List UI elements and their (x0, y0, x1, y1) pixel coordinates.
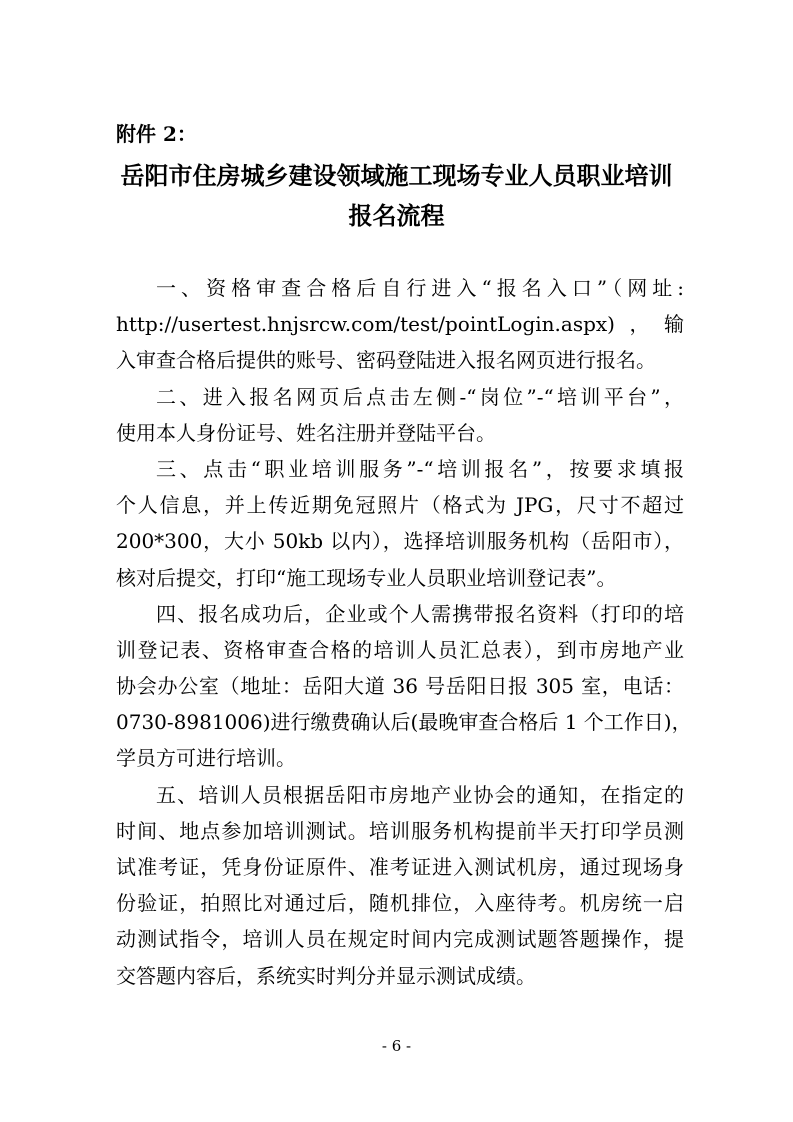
text-line: 学员方可进行培训。 (116, 746, 296, 771)
attachment-label: 附件 2： (116, 122, 197, 146)
text-line: 0730-8981006)进行缴费确认后(最晚审查合格后 1 个工作日)， (116, 710, 692, 735)
document-title-line-1: 岳阳市住房城乡建设领域施工现场专业人员职业培训 (120, 161, 673, 190)
text-line: 四、报名成功后，企业或个人需携带报名资料（打印的培 (156, 601, 684, 626)
text-line: 核对后提交，打印“施工现场专业人员职业培训登记表”。 (116, 565, 617, 590)
text-line: 使用本人身份证号、姓名注册并登陆平台。 (116, 420, 496, 445)
paragraph-step-5 (116, 777, 684, 994)
document-body (116, 270, 692, 994)
document-title-line-2: 报名流程 (348, 201, 445, 230)
paragraph-step-1 (116, 270, 684, 379)
paragraph-step-2 (116, 379, 684, 451)
text-line: 动测试指令，培训人员在规定时间内完成测试题答题操作，提 (116, 927, 684, 952)
text-line: 交答题内容后，系统实时判分并显示测试成绩。 (116, 963, 536, 988)
text-line: 训登记表、资格审查合格的培训人员汇总表），到市房地产业 (116, 637, 684, 662)
text-line: 五、培训人员根据岳阳市房地产业协会的通知，在指定的 (156, 782, 684, 807)
paragraph-step-3 (116, 451, 684, 596)
url-line: http://usertest.hnjsrcw.com/test/pointLogin.aspx)，输 (116, 312, 684, 337)
text-line: 一、资格审查合格后自行进入“报名入口”（网址: (156, 276, 684, 300)
text-line: 入审查合格后提供的账号、密码登陆进入报名网页进行报名。 (116, 348, 656, 373)
text-line: 二、进入报名网页后点击左侧-“岗位”-“培训平台”， (156, 384, 684, 409)
paragraph-step-4 (116, 596, 692, 777)
page-number: - 6 - (381, 1037, 412, 1055)
text-line: 200*300，大小 50kb 以内），选择培训服务机构（岳阳市）， (116, 529, 684, 554)
text-line: 试准考证，凭身份证原件、准考证进入测试机房，通过现场身 (116, 855, 684, 879)
text-line: 协会办公室（地址：岳阳大道 36 号岳阳日报 305 室，电话： (116, 674, 684, 699)
text-line: 个人信息，并上传近期免冠照片（格式为 JPG，尺寸不超过 (116, 493, 684, 518)
text-line: 份验证，拍照比对通过后，随机排位，入座待考。机房统一启 (116, 891, 684, 916)
text-line: 三、点击“职业培训服务”-“培训报名”，按要求填报 (156, 456, 684, 481)
text-line: 时间、地点参加培训测试。培训服务机构提前半天打印学员测 (116, 818, 684, 843)
